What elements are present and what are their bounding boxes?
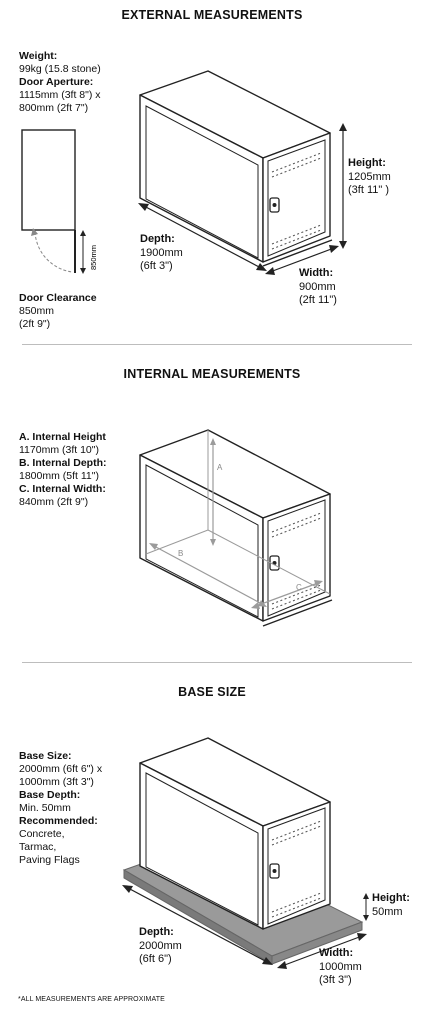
ext-depth-label — [140, 233, 183, 274]
base-width-arrow-left — [277, 961, 287, 969]
ext-width-value-2: (2ft 11") — [299, 294, 337, 306]
base-title: BASE SIZE — [178, 685, 246, 699]
base-door-keyhole-icon — [273, 869, 277, 873]
aperture-value-2: 800mm (2ft 7") — [19, 102, 89, 114]
ext-width-key: Width: — [299, 267, 334, 279]
ext-height-value-1: 1205mm — [348, 170, 391, 183]
int-a-marker: A — [217, 463, 223, 472]
door-keyhole-icon — [273, 203, 277, 207]
ext-height-arrow-bottom — [339, 241, 347, 249]
base-height-arrow-bottom — [363, 915, 369, 921]
clearance-dim-text: 850mm — [89, 244, 98, 270]
recommended-label: Recommended: — [19, 815, 98, 827]
ext-height-value-2: (3ft 11" ) — [348, 184, 389, 196]
base-height-label — [372, 892, 410, 919]
ext-height-arrow-top — [339, 123, 347, 131]
int-height-value: 1170mm (3ft 10") — [19, 444, 99, 456]
base-dim-width-value-1: 1000mm — [319, 960, 362, 973]
int-depth-label: B. Internal Depth: — [19, 457, 107, 469]
base-dim-depth-value-1: 2000mm — [139, 939, 182, 952]
base-dim-depth-label — [139, 926, 182, 967]
clearance-value-2: (2ft 9") — [19, 318, 51, 330]
base-dim-depth-value-2: (6ft 6") — [139, 953, 172, 965]
internal-box-diagram — [0, 330, 424, 660]
int-b-marker: B — [178, 549, 184, 558]
base-diagram — [0, 660, 424, 990]
base-size-value-1: 2000mm (6ft 6") x — [19, 763, 103, 775]
int-c-marker: C — [296, 583, 302, 592]
ext-width-arrow-left — [265, 267, 275, 275]
ext-depth-value-1: 1900mm — [140, 246, 183, 259]
base-depth-arrow-left — [122, 885, 133, 893]
base-width-arrow-right — [357, 933, 367, 941]
aperture-value-1: 1115mm (3ft 8") x — [19, 89, 101, 101]
external-title: EXTERNAL MEASUREMENTS — [121, 8, 303, 22]
base-height-arrow-top — [363, 893, 369, 899]
ext-depth-key: Depth: — [140, 233, 175, 245]
ext-depth-arrow-left — [138, 203, 149, 211]
footnote: *ALL MEASUREMENTS ARE APPROXIMATE — [18, 996, 165, 1003]
ext-depth-value-2: (6ft 3") — [140, 260, 173, 272]
ext-height-key: Height: — [348, 157, 386, 169]
base-dim-width-label — [319, 947, 362, 988]
recommended-2: Tarmac, — [19, 841, 57, 853]
ext-width-label — [299, 267, 337, 308]
int-width-label: C. Internal Width: — [19, 483, 106, 495]
base-dim-width-value-2: (3ft 3") — [319, 974, 352, 986]
base-size-value-2: 1000mm (3ft 3") — [19, 776, 94, 788]
aperture-label: Door Aperture: — [19, 76, 94, 88]
clearance-value-1: 850mm — [19, 305, 55, 317]
weight-label: Weight: — [19, 50, 58, 62]
base-dim-depth-key: Depth: — [139, 926, 174, 938]
ext-width-value-1: 900mm — [299, 280, 336, 293]
recommended-3: Paving Flags — [19, 854, 80, 866]
base-size-label: Base Size: — [19, 750, 72, 762]
internal-title: INTERNAL MEASUREMENTS — [123, 367, 301, 381]
base-height-value: 50mm — [372, 905, 403, 918]
base-depth-label: Base Depth: — [19, 789, 81, 801]
base-dim-width-key: Width: — [319, 947, 354, 959]
int-depth-value: 1800mm (5ft 11") — [19, 470, 99, 482]
base-height-key: Height: — [372, 892, 410, 904]
int-height-label: A. Internal Height — [19, 431, 106, 443]
ext-height-label — [348, 157, 391, 198]
recommended-1: Concrete, — [19, 828, 65, 840]
base-depth-value: Min. 50mm — [19, 802, 71, 814]
int-width-value: 840mm (2ft 9") — [19, 496, 89, 508]
clearance-label: Door Clearance — [19, 292, 97, 304]
ext-width-arrow-right — [329, 245, 339, 253]
weight-value: 99kg (15.8 stone) — [19, 63, 101, 75]
ext-depth-arrow-right — [256, 263, 267, 271]
